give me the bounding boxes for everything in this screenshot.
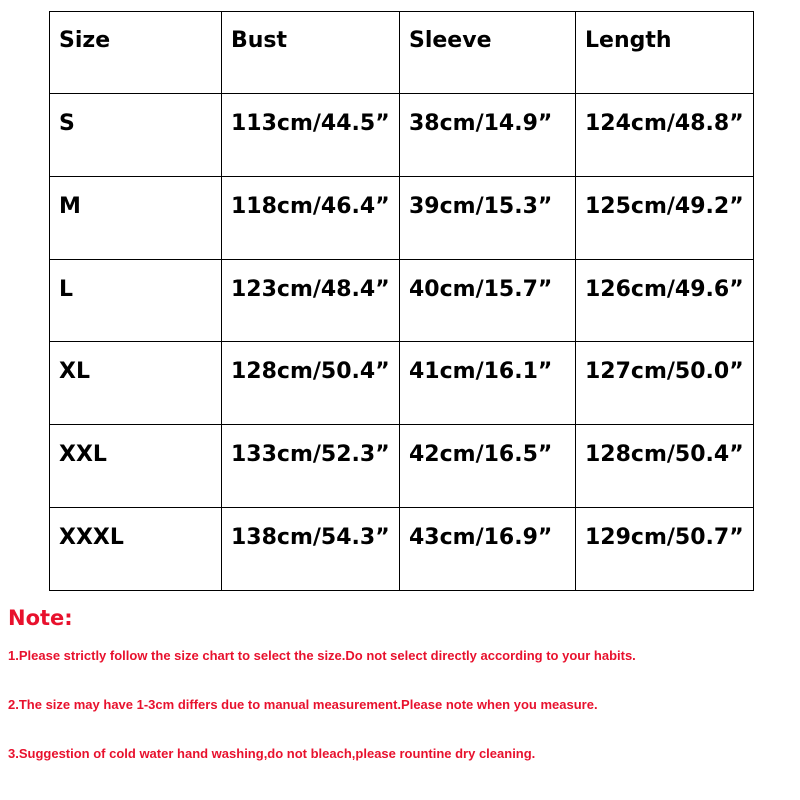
cell-length: 126cm/49.6” <box>576 259 754 342</box>
size-chart-table <box>49 11 754 591</box>
cell-sleeve: 42cm/16.5” <box>400 425 576 508</box>
cell-sleeve: 39cm/15.3” <box>400 176 576 259</box>
note-line-2: 2.The size may have 1-3cm differs due to manual measurement.Please note when you measure. <box>8 697 598 712</box>
cell-length: 129cm/50.7” <box>576 508 754 591</box>
note-title: Note: <box>8 606 73 630</box>
cell-bust: 113cm/44.5” <box>222 94 400 177</box>
header-size: Size <box>50 12 222 94</box>
note-line-3: 3.Suggestion of cold water hand washing,do not bleach,please rountine dry cleaning. <box>8 746 536 761</box>
cell-bust: 123cm/48.4” <box>222 259 400 342</box>
cell-size: M <box>50 176 222 259</box>
cell-sleeve: 38cm/14.9” <box>400 94 576 177</box>
cell-bust: 118cm/46.4” <box>222 176 400 259</box>
table-row <box>50 259 754 342</box>
table-row <box>50 425 754 508</box>
cell-length: 124cm/48.8” <box>576 94 754 177</box>
table-row <box>50 176 754 259</box>
cell-length: 127cm/50.0” <box>576 342 754 425</box>
cell-bust: 133cm/52.3” <box>222 425 400 508</box>
header-sleeve: Sleeve <box>400 12 576 94</box>
cell-sleeve: 40cm/15.7” <box>400 259 576 342</box>
cell-size: XL <box>50 342 222 425</box>
cell-size: XXL <box>50 425 222 508</box>
cell-size: XXXL <box>50 508 222 591</box>
cell-bust: 128cm/50.4” <box>222 342 400 425</box>
table-header-row <box>50 12 754 94</box>
cell-size: S <box>50 94 222 177</box>
cell-length: 128cm/50.4” <box>576 425 754 508</box>
cell-bust: 138cm/54.3” <box>222 508 400 591</box>
cell-sleeve: 41cm/16.1” <box>400 342 576 425</box>
header-bust: Bust <box>222 12 400 94</box>
header-length: Length <box>576 12 754 94</box>
cell-length: 125cm/49.2” <box>576 176 754 259</box>
cell-sleeve: 43cm/16.9” <box>400 508 576 591</box>
table-row <box>50 508 754 591</box>
note-line-1: 1.Please strictly follow the size chart to select the size.Do not select directly according to your habits. <box>8 648 636 663</box>
table-row <box>50 342 754 425</box>
table-row <box>50 94 754 177</box>
cell-size: L <box>50 259 222 342</box>
